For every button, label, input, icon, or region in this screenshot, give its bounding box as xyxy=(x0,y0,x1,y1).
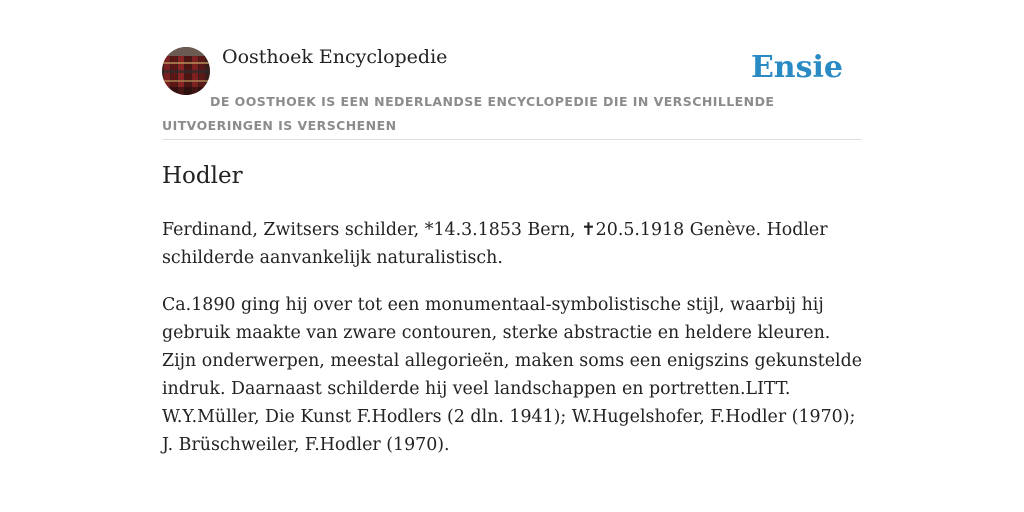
brand-logo[interactable]: Ensie xyxy=(750,50,843,85)
site-name[interactable]: Oosthoek Encyclopedie xyxy=(222,46,448,68)
encyclopedia-books-icon[interactable] xyxy=(162,47,210,95)
article-paragraph: Ferdinand, Zwitsers schilder, *14.3.1853 Bern, ✝20.5.1918 Genève. Hodler schilderde aanvankelijk naturalistisch. xyxy=(162,220,828,268)
article-paragraph: Ca.1890 ging hij over tot een monumentaal-symbolistische stijl, waarbij hij gebruik maakte van zware contouren, sterke abstractie en heldere kleuren. Zijn onderwerpen, meestal allegorieën, maken soms een enigszins gekunstelde indruk. Daarnaast schilderde hij veel landschappen en portretten.LITT. W.Y.Müller, Die Kunst F.Hodlers (2 dln. 1941); W.Hugelshofer, F.Hodler (1970); J. Brüschweiler, F.Hodler (1970). xyxy=(162,295,862,455)
article-body xyxy=(162,216,862,478)
header-divider xyxy=(162,139,862,140)
article-title: Hodler xyxy=(162,163,243,189)
site-tagline: DE OOSTHOEK IS EEN NEDERLANDSE ENCYCLOPEDIE DIE IN VERSCHILLENDE UITVOERINGEN IS VERSCHENEN xyxy=(162,94,775,133)
